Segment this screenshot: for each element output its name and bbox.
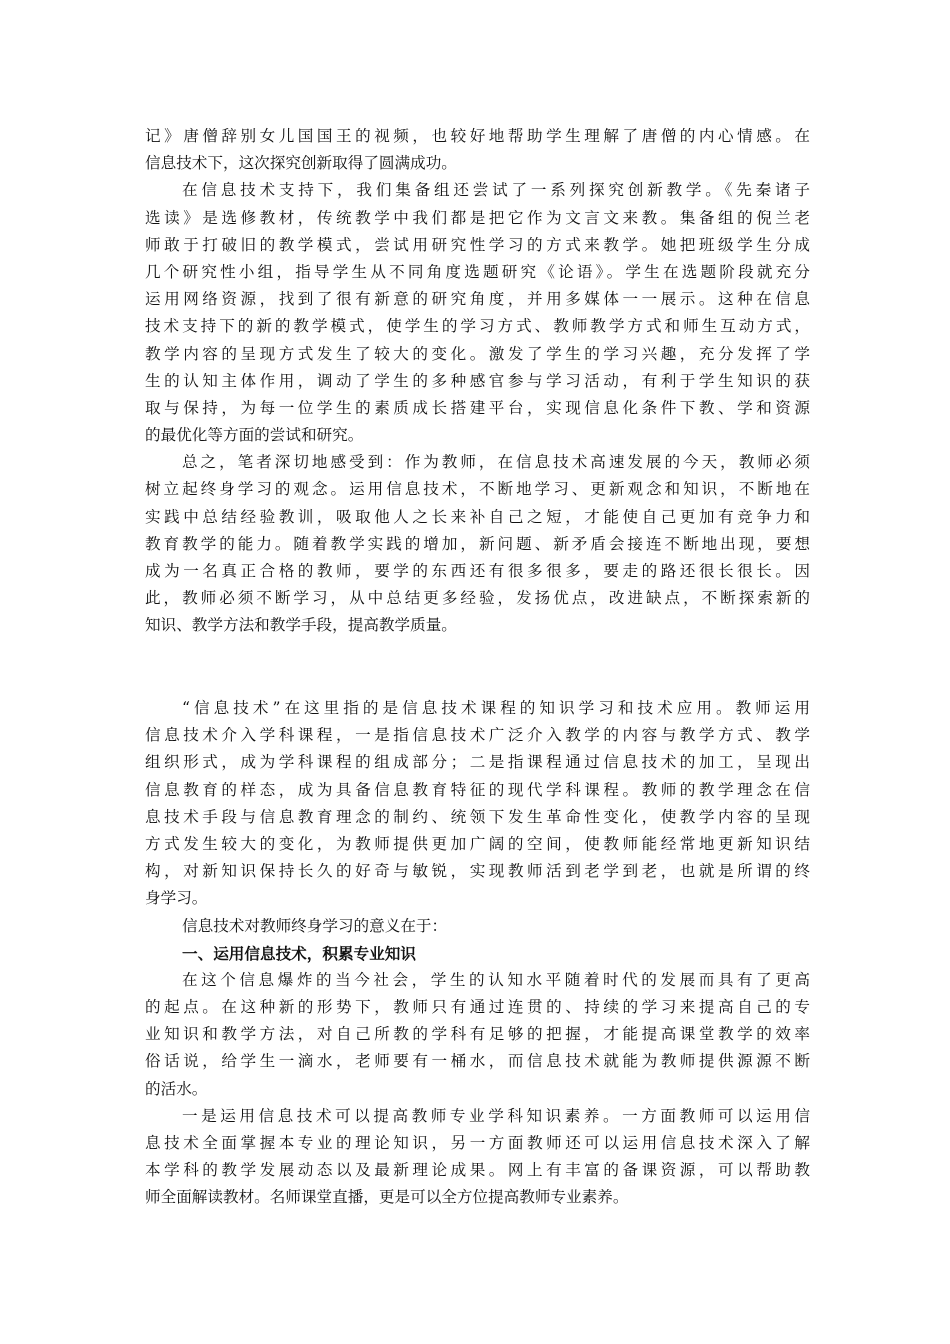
text-line: 的活水。 <box>145 1079 208 1098</box>
text-line: 本学科的教学发展动态以及最新理论成果。网上有丰富的备课资源，可以帮助教 <box>145 1161 810 1180</box>
text-line: 息技术全面掌握本专业的理论知识，另一方面教师还可以运用信息技术深入了解 <box>145 1134 810 1152</box>
text-section-2 <box>145 695 810 1212</box>
text-line: 的起点。在这种新的形势下，教师只有通过连贯的、持续的学习来提高自己的专 <box>145 998 810 1017</box>
text-line: 信息技术介入学科课程，一是指信息技术广泛介入教学的内容与教学方式、教学 <box>145 726 810 745</box>
text-section-1 <box>145 123 810 640</box>
text-line: 信息技术对教师终身学习的意义在于： <box>182 916 448 935</box>
text-line: 树立起终身学习的观念。运用信息技术，不断地学习、更新观念和知识，不断地在 <box>145 480 810 499</box>
text-line: “信息技术”在这里指的是信息技术课程的知识学习和技术应用。教师运用 <box>182 699 810 717</box>
text-line: 技术支持下的新的教学模式，使学生的学习方式、教师教学方式和师生互动方式， <box>145 317 810 336</box>
text-line: 信息教育的样态，成为具备信息教育特征的现代学科课程。教师的教学理念在信 <box>145 780 810 799</box>
text-line: 信息技术下，这次探究创新取得了圆满成功。 <box>145 154 457 173</box>
text-line: 在这个信息爆炸的当今社会，学生的认知水平随着时代的发展而具有了更高 <box>182 970 810 989</box>
text-line: 几个研究性小组，指导学生从不同角度选题研究《论语》。学生在选题阶段就充分 <box>145 262 810 281</box>
text-line: 记》唐僧辞别女儿国国王的视频，也较好地帮助学生理解了唐僧的内心情感。在 <box>145 127 810 145</box>
text-line: 组织形式，成为学科课程的组成部分；二是指课程通过信息技术的加工，呈现出 <box>145 753 810 772</box>
text-line: 息技术手段与信息教育理念的制约、统领下发生革命性变化，使教学内容的呈现 <box>145 807 810 826</box>
text-line: 实践中总结经验教训，吸取他人之长来补自己之短，才能使自己更加有竞争力和 <box>145 507 810 526</box>
text-line: 此，教师必须不断学习，从中总结更多经验，发扬优点，改进缺点，不断探索新的 <box>145 589 810 608</box>
text-line: 方式发生较大的变化，为教师提供更加广阔的空间，使教师能经常地更新知识结 <box>145 834 810 853</box>
text-line: 业知识和教学方法，对自己所教的学科有足够的把握，才能提高课堂教学的效率 <box>145 1025 810 1044</box>
text-line: 身学习。 <box>145 889 208 908</box>
text-line: 生的认知主体作用，调动了学生的多种感官参与学习活动，有利于学生知识的获 <box>145 371 810 390</box>
section-heading: 一、运用信息技术，积累专业知识 <box>182 943 416 963</box>
text-line: 俗话说，给学生一滴水，老师要有一桶水，而信息技术就能为教师提供源源不断 <box>145 1052 810 1071</box>
text-line: 教学内容的呈现方式发生了较大的变化。激发了学生的学习兴趣，充分发挥了学 <box>145 344 810 363</box>
text-line: 在信息技术支持下，我们集备组还尝试了一系列探究创新教学。《先秦诸子 <box>182 181 810 200</box>
text-line: 师敢于打破旧的教学模式，尝试用研究性学习的方式来教学。她把班级学生分成 <box>145 235 810 254</box>
text-line: 总之，笔者深切地感受到：作为教师，在信息技术高速发展的今天，教师必须 <box>182 453 810 472</box>
text-line: 知识、教学方法和教学手段，提高教学质量。 <box>145 616 457 635</box>
text-line: 教育教学的能力。随着教学实践的增加，新问题、新矛盾会接连不断地出现，要想 <box>145 534 810 553</box>
text-line: 成为一名真正合格的教师，要学的东西还有很多很多，要走的路还很长很长。因 <box>145 562 810 580</box>
text-line: 构，对新知识保持长久的好奇与敏锐，实现教师活到老学到老，也就是所谓的终 <box>145 862 810 881</box>
text-line: 师全面解读教材。名师课堂直播，更是可以全方位提高教师专业素养。 <box>145 1188 629 1207</box>
text-line: 的最优化等方面的尝试和研究。 <box>145 426 364 445</box>
text-line: 取与保持，为每一位学生的素质成长搭建平台，实现信息化条件下教、学和资源 <box>145 398 810 417</box>
text-line: 选读》是选修教材，传统教学中我们都是把它作为文言文来教。集备组的倪兰老 <box>145 208 810 227</box>
text-line: 运用网络资源，找到了很有新意的研究角度，并用多媒体一一展示。这种在信息 <box>145 290 810 309</box>
text-line: 一是运用信息技术可以提高教师专业学科知识素养。一方面教师可以运用信 <box>182 1106 810 1125</box>
